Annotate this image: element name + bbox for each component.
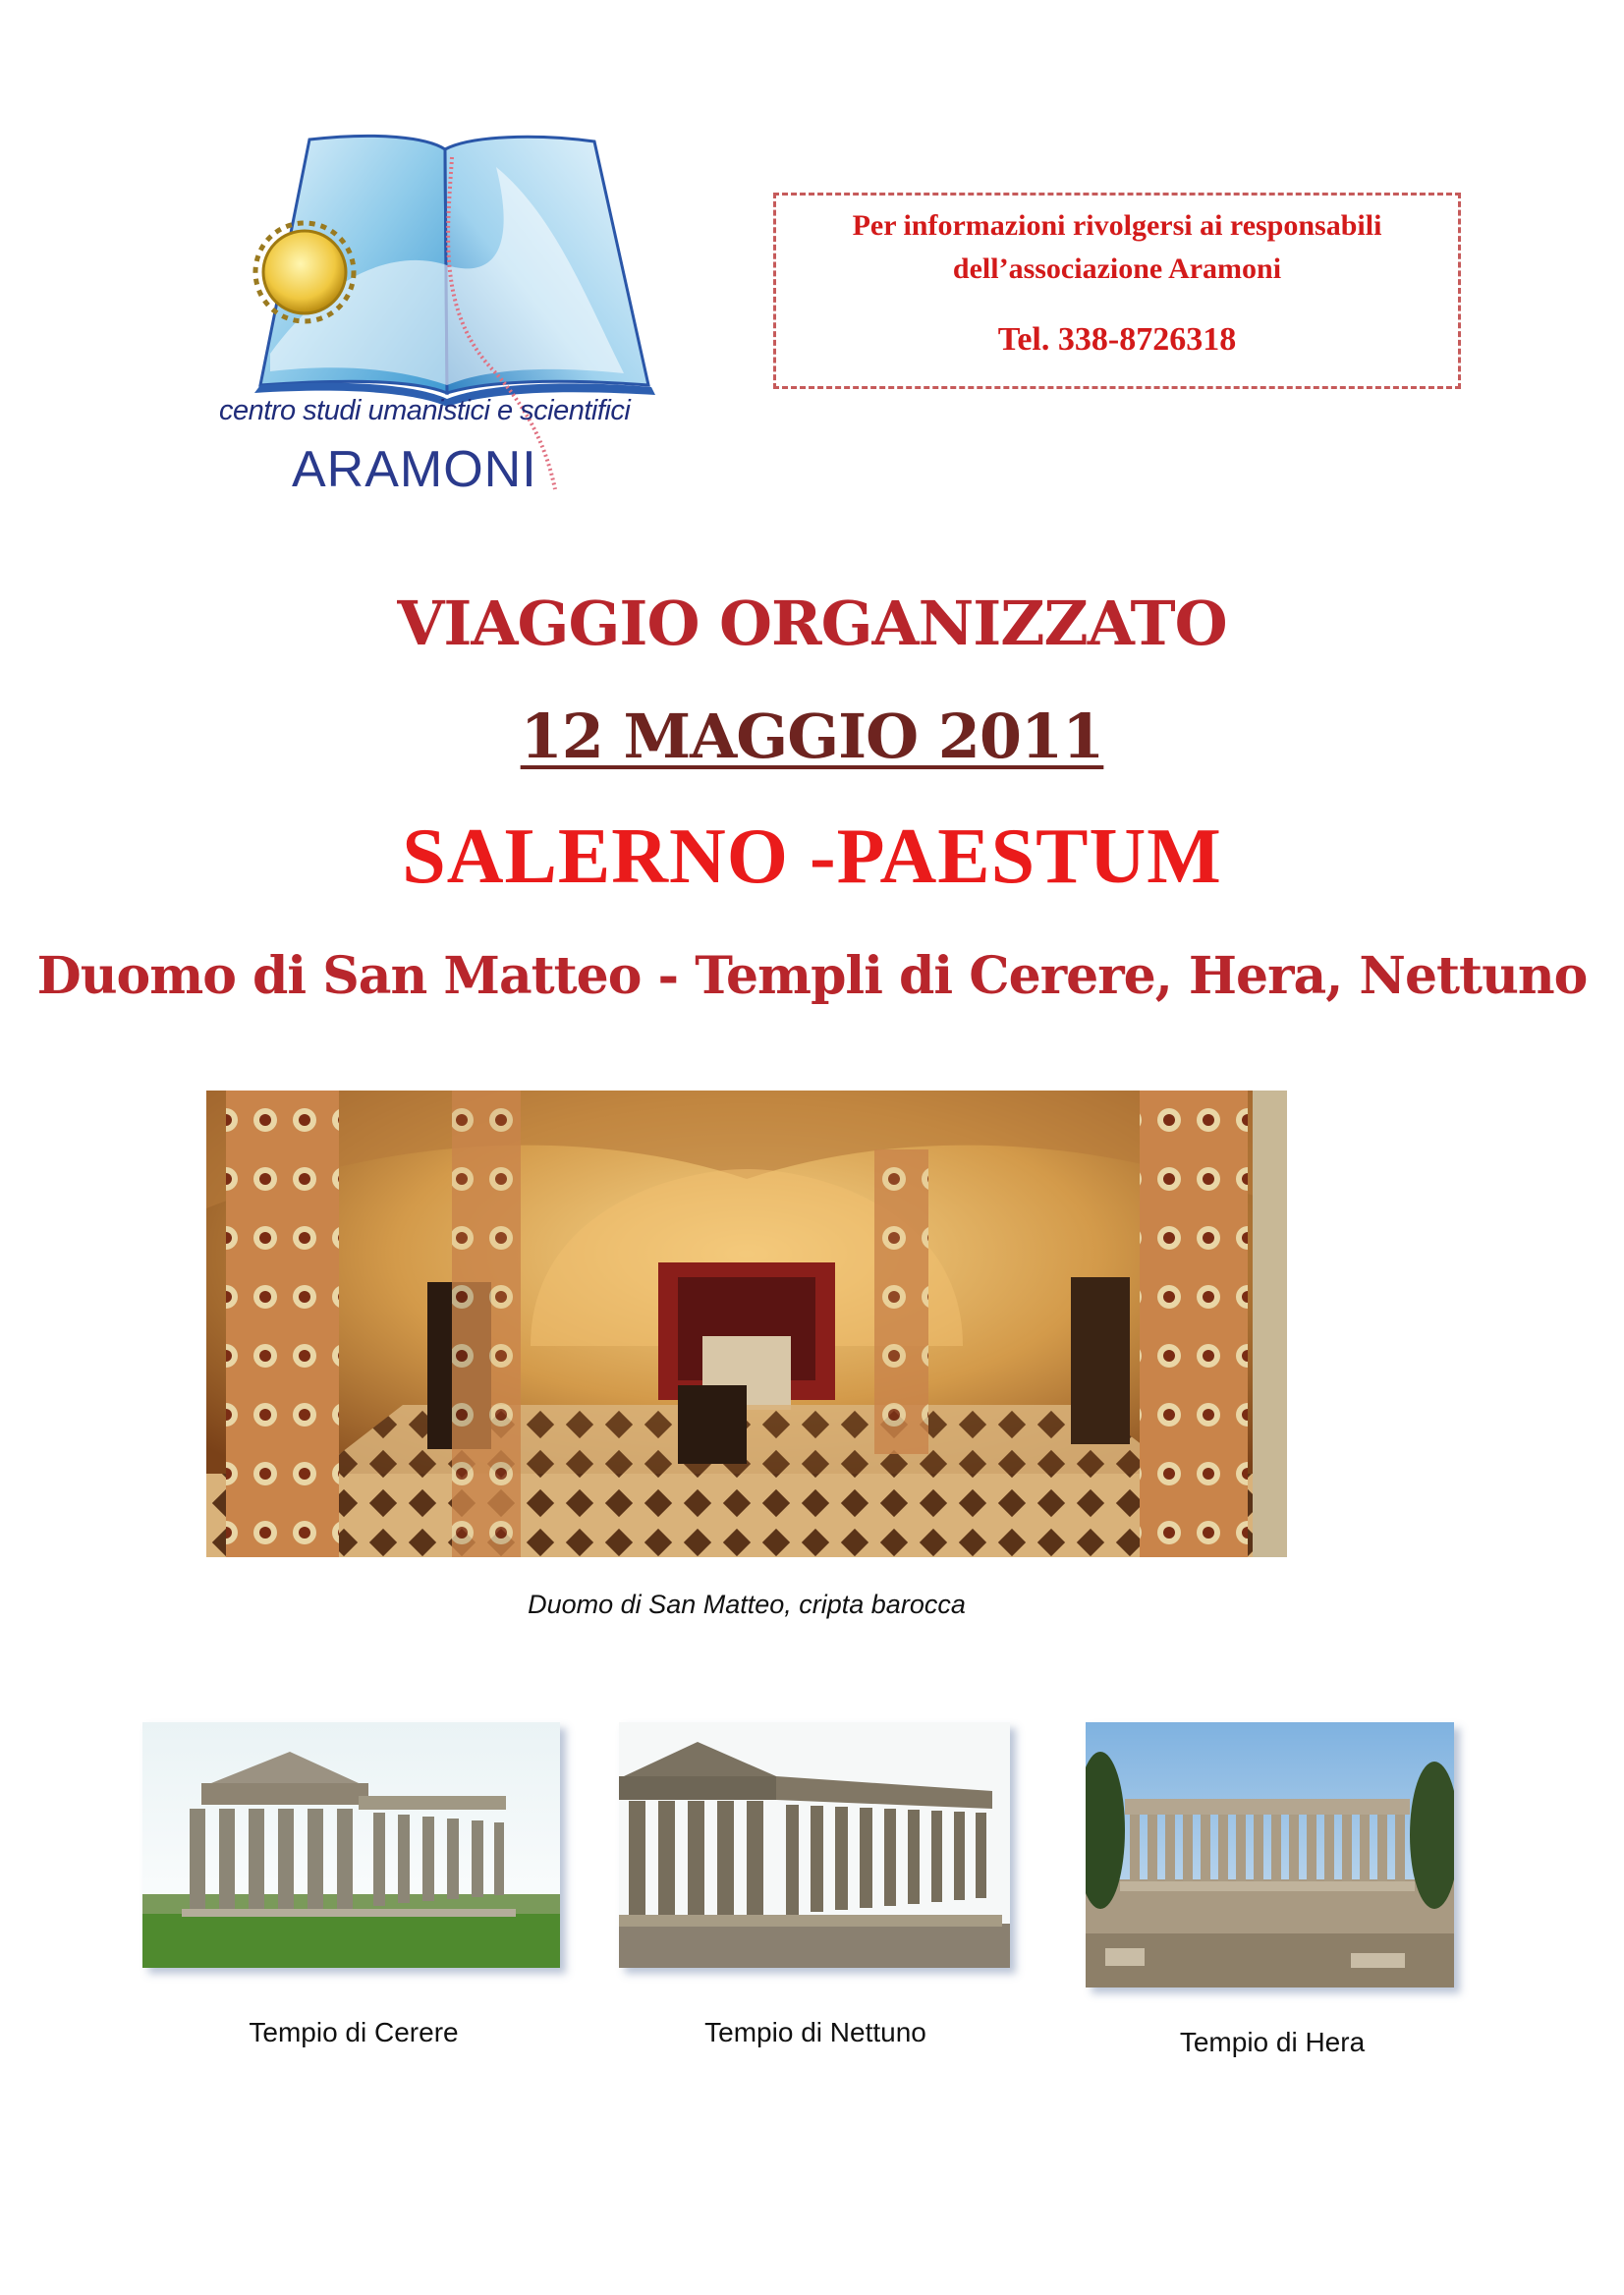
tempio-hera-photo <box>1086 1722 1454 1987</box>
tempio-cerere-caption: Tempio di Cerere <box>249 2017 459 2047</box>
trip-date-text: 12 MAGGIO 2011 <box>520 700 1104 772</box>
crypt-photo <box>206 1091 1287 1557</box>
tempio-hera-caption: Tempio di Hera <box>1179 2027 1366 2057</box>
trip-subtitle: Duomo di San Matteo - Templi di Cerere, Hera, Nettuno <box>36 946 1588 1006</box>
logo-subtitle: centro studi umanistici e scientifici <box>219 395 631 426</box>
trip-destination: SALERNO -PAESTUM <box>402 813 1222 900</box>
info-line-1: Per informazioni rivolgersi ai responsabili <box>852 209 1382 242</box>
trip-date <box>0 700 1624 772</box>
info-telephone: Tel. 338-8726318 <box>997 321 1237 358</box>
info-box <box>773 193 1461 389</box>
tempio-cerere-photo <box>142 1722 560 1968</box>
trip-title: VIAGGIO ORGANIZZATO <box>397 588 1227 659</box>
tempio-nettuno-photo <box>619 1722 1010 1968</box>
crypt-caption: Duomo di San Matteo, cripta barocca <box>528 1590 966 1619</box>
tempio-nettuno-caption: Tempio di Nettuno <box>704 2017 926 2047</box>
logo-name: ARAMONI <box>292 441 537 498</box>
aramoni-logo <box>201 128 693 501</box>
info-line-2: dell’associazione Aramoni <box>952 252 1282 285</box>
